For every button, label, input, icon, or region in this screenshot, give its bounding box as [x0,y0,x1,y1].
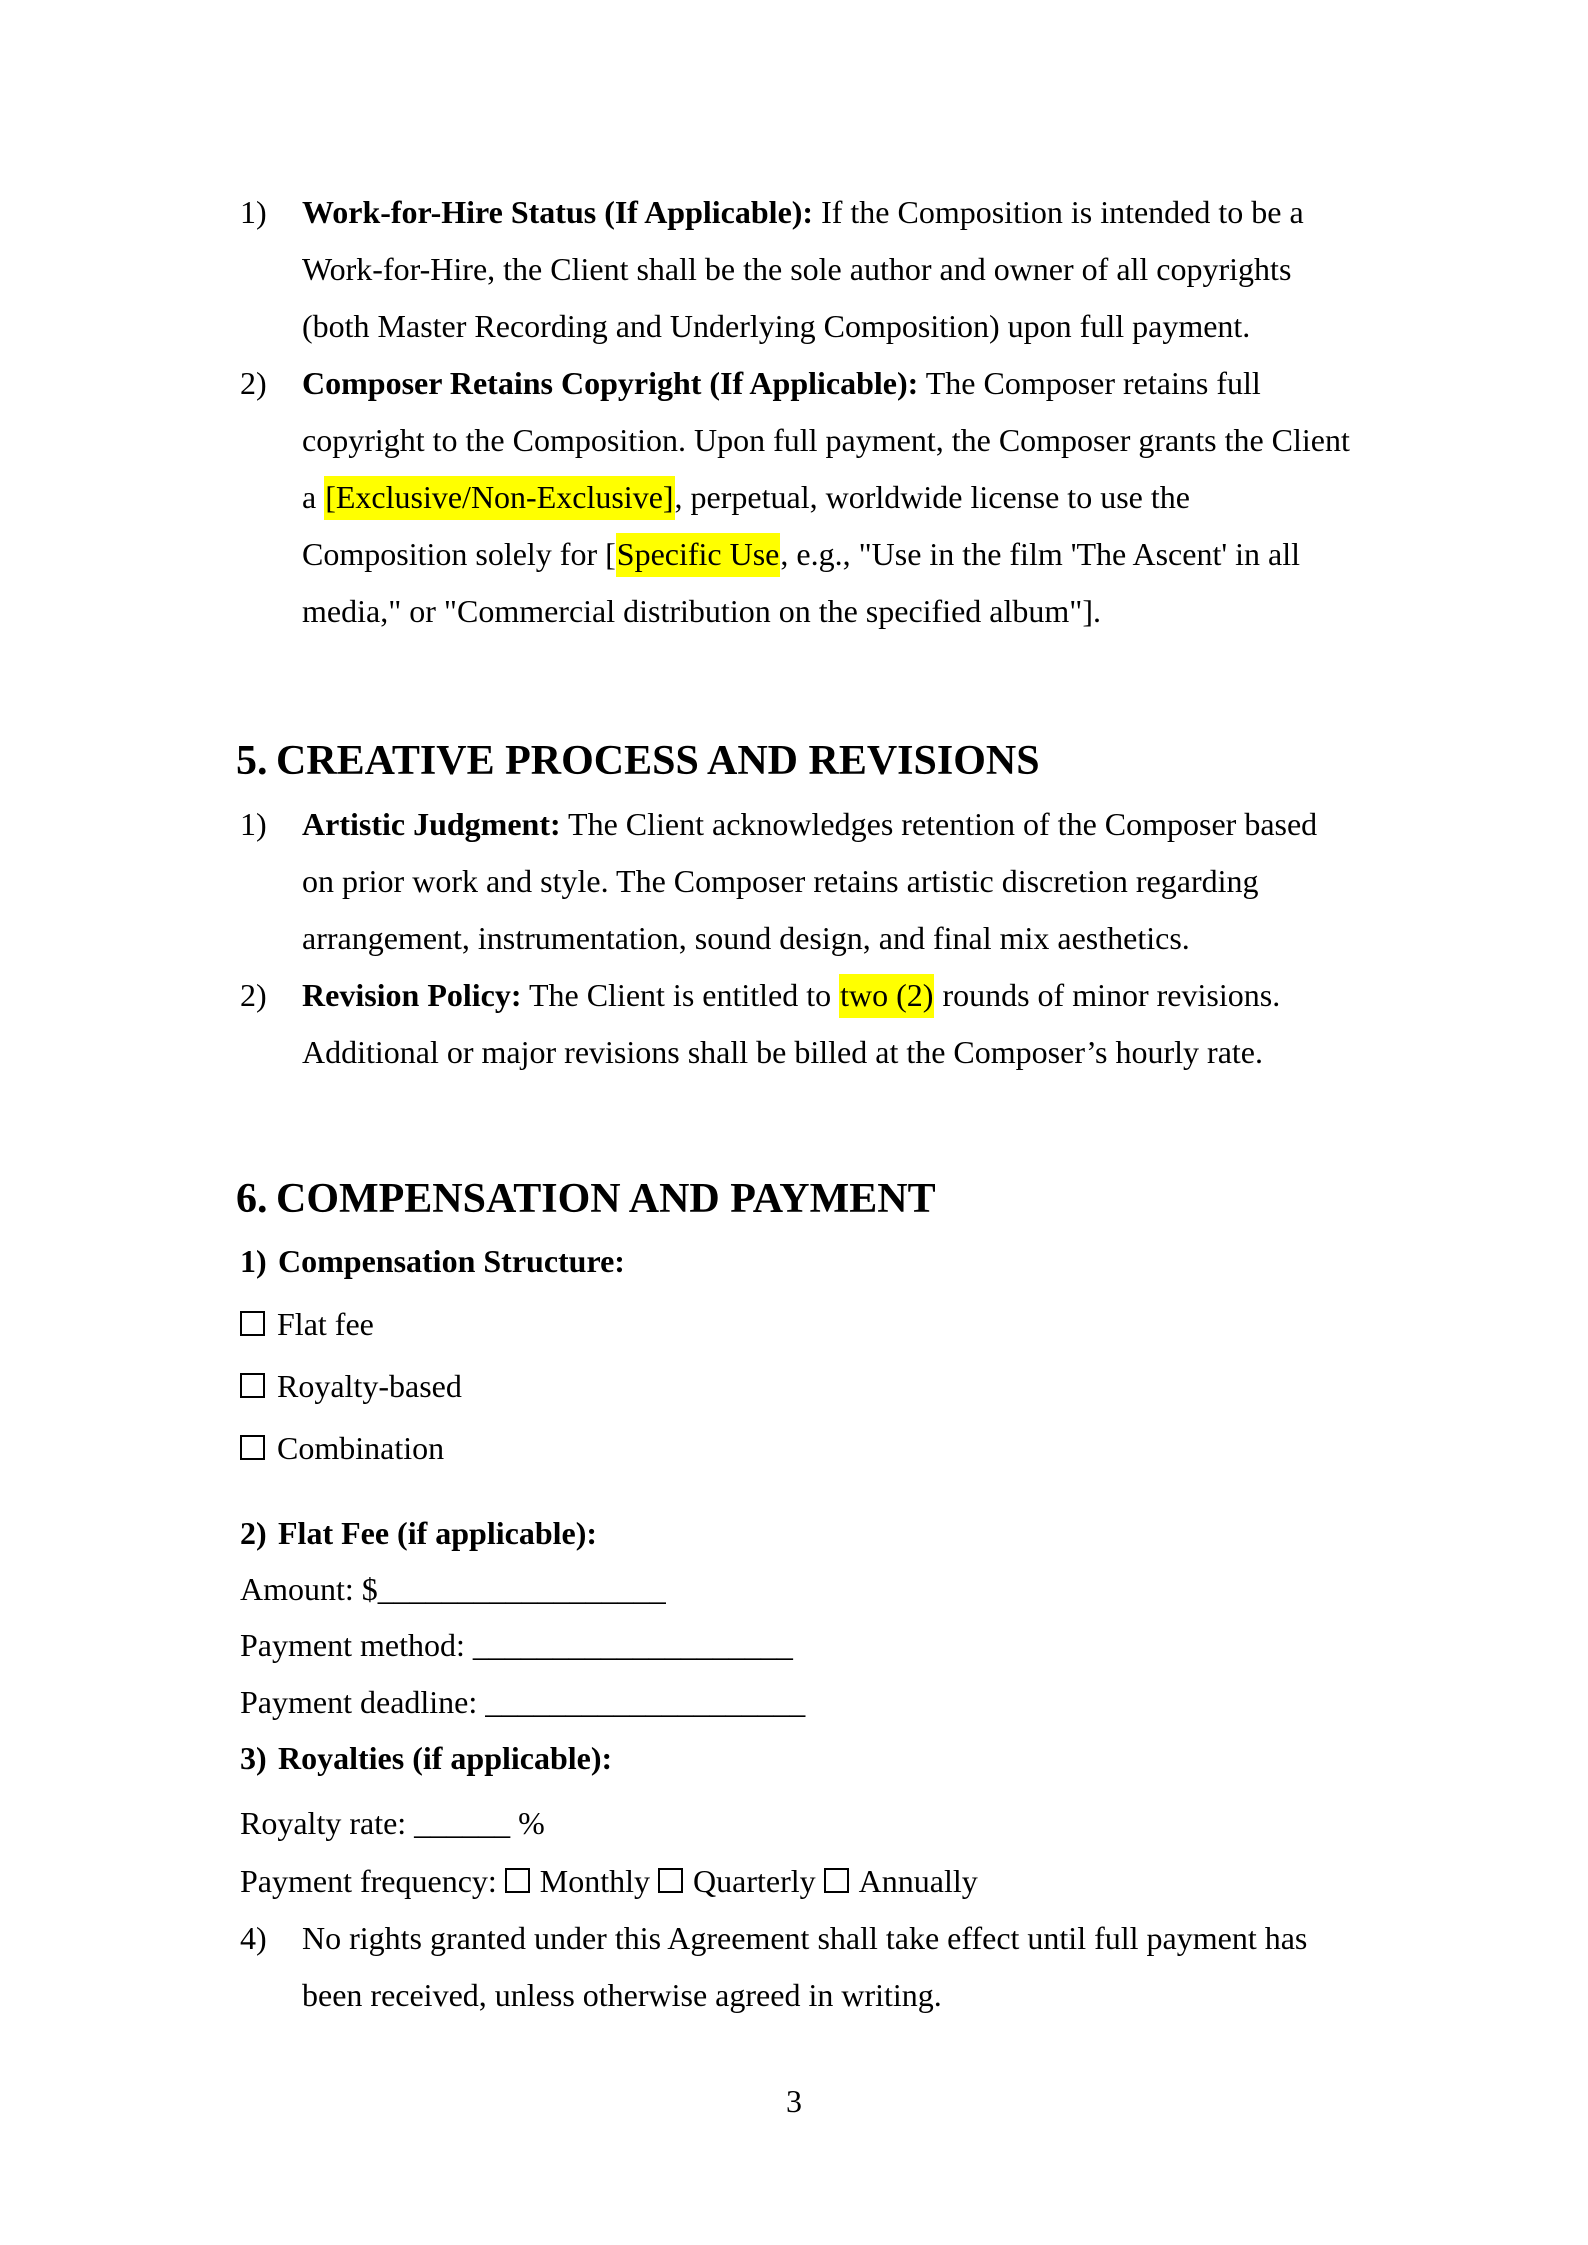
text-segment: media," or "Commercial distribution on the specified album"]. [302,593,1101,629]
section-5-heading [236,733,1430,790]
text-line [240,1854,1430,1909]
text-segment: Compensation Structure: [278,1243,625,1279]
royalties-heading-item [240,1730,1430,1787]
text-segment: on prior work and style. The Composer retains artistic discretion regarding [302,863,1259,899]
payment-method-blank[interactable]: ____________________ [472,1627,793,1663]
list-number: 2) [240,977,267,1013]
text-segment: Royalties (if applicable): [278,1740,613,1776]
text-line [302,796,1430,853]
section-6-heading [236,1171,1430,1228]
revision-policy-item [240,967,1430,1081]
text-segment: a [302,479,325,515]
text-segment: Annually [858,1863,978,1899]
text-line [302,910,1430,967]
payment-frequency-line [240,1854,1430,1909]
payment-method-line [240,1618,1430,1673]
text-segment: The Client acknowledges retention of the Composer based [560,806,1318,842]
text-segment: Payment frequency: [240,1863,505,1899]
text-segment: The Composer retains full [918,365,1261,401]
text-line [240,1420,1430,1477]
text-segment: Monthly [539,1863,659,1899]
text-line [240,1618,1430,1673]
text-line [240,1562,1430,1617]
flat-fee-heading-item [240,1505,1430,1562]
annually-checkbox[interactable] [824,1868,849,1893]
text-segment: arrangement, instrumentation, sound design, and final mix aesthetics. [302,920,1190,956]
text-segment: Royalty rate: [240,1805,415,1841]
amount-blank[interactable]: __________________ [377,1571,666,1607]
section-number: 5. [236,738,268,784]
highlighted-text: Specific Use [616,533,781,577]
composer-retains-copyright-item [240,355,1430,640]
section-number: 6. [236,1176,268,1222]
text-line [302,1024,1430,1081]
artistic-judgment-item [240,796,1430,967]
text-segment: Payment method: [240,1627,473,1663]
text-line [302,412,1430,469]
work-for-hire-item [240,184,1430,355]
text-segment: % [510,1805,545,1841]
text-segment: Combination [277,1430,445,1466]
text-segment: Composition solely for [ [302,536,616,572]
amount-line [240,1562,1430,1617]
text-segment: Composer Retains Copyright (If Applicable): [302,365,919,401]
list-number: 2) [240,365,267,401]
list-number: 2) [240,1515,267,1551]
text-line [302,1967,1430,2024]
royalty-based-checkbox[interactable] [240,1373,265,1398]
list-number: 3) [240,1740,267,1776]
highlighted-text: [Exclusive/Non-Exclusive] [324,476,674,520]
text-segment: Work-for-Hire Status (If Applicable): [302,194,814,230]
text-segment: Royalty-based [277,1368,462,1404]
combination-option [240,1420,1430,1477]
payment-deadline-blank[interactable]: ____________________ [485,1684,806,1720]
compensation-structure-item [240,1233,1430,1290]
monthly-checkbox[interactable] [505,1868,530,1893]
text-segment: The Client is entitled to [521,977,840,1013]
section-title: COMPENSATION AND PAYMENT [276,1176,936,1222]
text-segment: Flat Fee (if applicable): [278,1515,598,1551]
text-line [302,355,1430,412]
highlighted-text: two (2) [839,974,934,1018]
text-segment: Amount: $ [240,1571,378,1607]
document-body [236,0,1430,2024]
text-line [302,298,1430,355]
list-number: 4) [240,1920,267,1956]
text-line [302,469,1430,526]
text-segment: been received, unless otherwise agreed in writing. [302,1977,942,2013]
quarterly-checkbox[interactable] [658,1868,683,1893]
payment-deadline-line [240,1675,1430,1730]
text-segment: No rights granted under this Agreement shall take effect until full payment has [302,1920,1308,1956]
list-number: 1) [240,1243,267,1279]
text-segment: Quarterly [693,1863,824,1899]
text-segment: If the Composition is intended to be a [813,194,1304,230]
royalty-rate-blank[interactable]: ______ [414,1805,511,1841]
text-segment: (both Master Recording and Underlying Composition) upon full payment. [302,308,1251,344]
text-segment: Revision Policy: [302,977,522,1013]
text-line [302,967,1430,1024]
text-segment: , e.g., "Use in the film 'The Ascent' in all [780,536,1300,572]
text-line [302,583,1430,640]
combination-checkbox[interactable] [240,1435,265,1460]
list-number: 1) [240,806,267,842]
text-line [278,1730,1430,1787]
full-payment-item [240,1910,1430,2024]
text-line [278,1233,1430,1290]
text-segment: Artistic Judgment: [302,806,561,842]
text-line [240,1675,1430,1730]
text-segment: , perpetual, worldwide license to use the [674,479,1190,515]
text-segment: rounds of minor revisions. [934,977,1281,1013]
text-line [302,853,1430,910]
text-line [240,1796,1430,1851]
flat-fee-option [240,1296,1430,1353]
text-segment: Additional or major revisions shall be billed at the Composer’s hourly rate. [302,1034,1263,1070]
text-line [302,184,1430,241]
text-segment: Payment deadline: [240,1684,486,1720]
text-line [240,1296,1430,1353]
page-number: 3 [786,2083,802,2119]
text-line [240,1358,1430,1415]
text-segment: copyright to the Composition. Upon full payment, the Composer grants the Client [302,422,1350,458]
text-segment: Work-for-Hire, the Client shall be the sole author and owner of all copyrights [302,251,1292,287]
text-line [302,526,1430,583]
royalty-rate-line [240,1796,1430,1851]
text-line [302,1910,1430,1967]
section-title: CREATIVE PROCESS AND REVISIONS [276,738,1040,784]
text-line [302,241,1430,298]
list-number: 1) [240,194,267,230]
royalty-based-option [240,1358,1430,1415]
text-segment: Flat fee [277,1306,374,1342]
text-line [278,1505,1430,1562]
flat-fee-checkbox[interactable] [240,1311,265,1336]
